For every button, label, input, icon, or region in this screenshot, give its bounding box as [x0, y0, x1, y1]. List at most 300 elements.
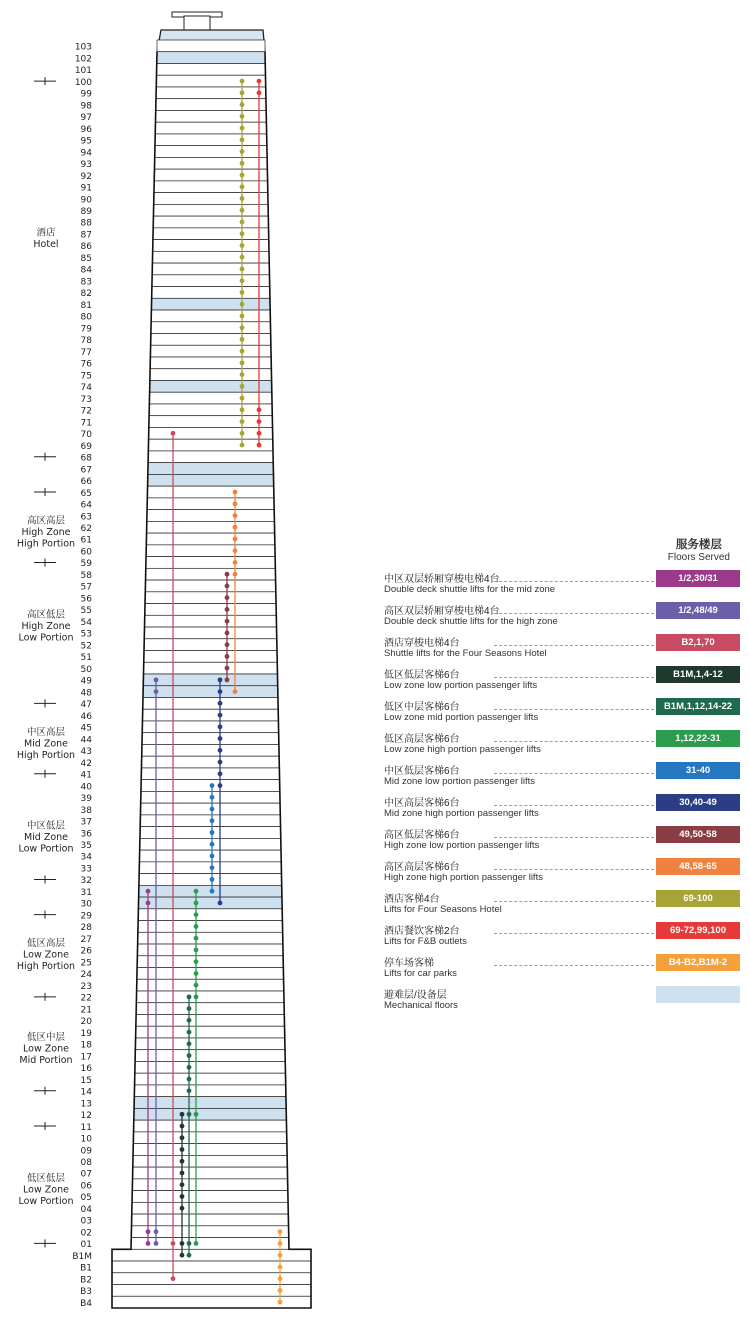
- floor-label: 92: [80, 171, 92, 182]
- lift-stop-low-mid: [187, 1253, 192, 1258]
- floor-label: 75: [80, 371, 92, 382]
- floor-label: 24: [80, 970, 92, 981]
- floor-band-50: [144, 662, 278, 674]
- floor-band-66: [148, 474, 274, 486]
- lift-stop-mid-shuttle: [146, 1229, 151, 1234]
- lift-stop-mid-high: [218, 689, 223, 694]
- floor-band-96: [155, 122, 266, 134]
- floor-band-51: [144, 651, 277, 663]
- lift-stop-low-high: [194, 912, 199, 917]
- lift-stop-mid-low: [210, 795, 215, 800]
- floor-label: 71: [80, 418, 92, 429]
- legend-swatch: 69-100: [656, 890, 740, 907]
- legend-row-high-high: [384, 858, 740, 888]
- legend-label-en: Lifts for F&B outlets: [384, 936, 467, 947]
- zone-label-mid-low: Low Portion: [18, 843, 74, 855]
- lift-stop-low-low: [180, 1253, 185, 1258]
- lift-stop-hotel: [240, 161, 245, 166]
- floor-band-68: [148, 451, 273, 463]
- floor-label: 01: [80, 1240, 92, 1251]
- floor-label: 86: [80, 242, 92, 253]
- lift-stop-hotel: [240, 149, 245, 154]
- floor-label: 40: [80, 782, 92, 793]
- floor-label: 14: [80, 1087, 92, 1098]
- floor-label: 84: [80, 265, 92, 276]
- lift-stop-mid-low: [210, 842, 215, 847]
- lift-stop-low-high: [194, 924, 199, 929]
- lift-stop-high-high: [233, 490, 238, 495]
- lift-stop-low-low: [180, 1241, 185, 1246]
- floor-band-89: [154, 204, 269, 216]
- lift-stop-mid-high: [218, 760, 223, 765]
- floor-label: 26: [80, 946, 92, 957]
- legend-label-en: High zone low portion passenger lifts: [384, 840, 540, 851]
- floor-band-56: [145, 592, 276, 604]
- legend-swatch: 1/2,48/49: [656, 602, 740, 619]
- floor-band-44: [142, 733, 279, 745]
- floor-label: 07: [80, 1169, 92, 1180]
- lift-stop-parking: [278, 1253, 283, 1258]
- floor-label: 34: [80, 852, 92, 863]
- legend-header-cn: 服务楼层: [675, 539, 722, 551]
- legend-label-cn: 高区双层轿厢穿梭电梯4台: [384, 606, 500, 617]
- floor-label: 52: [80, 641, 92, 652]
- floor-band-82: [152, 287, 270, 299]
- legend-row-hotel: [384, 890, 740, 920]
- legend-dash: [494, 581, 654, 582]
- lift-stop-hotel: [240, 384, 245, 389]
- floor-label: 16: [80, 1064, 92, 1075]
- lift-stop-low-mid: [187, 1241, 192, 1246]
- floor-label: 77: [80, 347, 92, 358]
- lift-stop-mid-low: [210, 830, 215, 835]
- floor-label: 28: [80, 923, 92, 934]
- floor-band-25: [137, 956, 283, 968]
- lift-stop-high-high: [233, 572, 238, 577]
- floor-label: 38: [80, 805, 92, 816]
- floor-label: 99: [80, 89, 92, 100]
- lift-stop-hotel: [240, 102, 245, 107]
- legend-swatch: B1M,1,4-12: [656, 666, 740, 683]
- legend-label-cn: 低区低层客梯6台: [384, 670, 460, 681]
- lift-stop-low-low: [180, 1182, 185, 1187]
- legend-swatch: 69-72,99,100: [656, 922, 740, 939]
- legend-label-en: Lifts for Four Seasons Hotel: [384, 904, 502, 915]
- lift-stop-mid-high: [218, 748, 223, 753]
- legend-dash: [494, 709, 654, 710]
- floor-label: 22: [80, 993, 92, 1004]
- floor-band-42: [142, 756, 280, 768]
- floor-label: 96: [80, 124, 92, 135]
- legend-dash: [494, 677, 654, 678]
- legend-swatch: B4-B2,B1M-2: [656, 954, 740, 971]
- legend-swatch: 30,40-49: [656, 794, 740, 811]
- lift-stop-high-low: [225, 654, 230, 659]
- floor-band-95: [155, 134, 267, 146]
- lift-stop-low-mid: [187, 1041, 192, 1046]
- floor-band-57: [145, 580, 275, 592]
- legend-label-cn: 酒店餐饮客梯2台: [384, 926, 460, 937]
- floor-label: 50: [80, 664, 92, 675]
- floor-label: 25: [80, 958, 92, 969]
- lift-stop-parking: [278, 1265, 283, 1270]
- floor-band-17: [135, 1050, 285, 1062]
- floor-label: 81: [80, 300, 92, 311]
- legend-row-low-high: [384, 730, 740, 760]
- floor-label: 102: [74, 54, 92, 65]
- zone-label-low-low: Low Portion: [18, 1195, 74, 1207]
- legend-label-en: Low zone low portion passenger lifts: [384, 680, 538, 691]
- floor-band-80: [151, 310, 270, 322]
- floor-band-101: [157, 63, 266, 75]
- floor-band-47: [143, 697, 278, 709]
- floor-band-72: [149, 404, 272, 416]
- floor-label: 80: [80, 312, 92, 323]
- floor-band-78: [151, 334, 271, 346]
- floor-band-48: [143, 686, 278, 698]
- zone-label-low-mid: Mid Portion: [19, 1055, 73, 1067]
- lift-stop-hotel: [240, 255, 245, 260]
- lift-stop-fnb: [257, 79, 262, 84]
- floor-label: 03: [80, 1216, 92, 1227]
- floor-label: 08: [80, 1157, 92, 1168]
- lift-stop-mid-high: [218, 901, 223, 906]
- lift-stop-high-low: [225, 677, 230, 682]
- legend-label-en: Double deck shuttle lifts for the mid zone: [384, 584, 556, 595]
- floor-label: 41: [80, 770, 92, 781]
- lift-stop-mid-shuttle: [146, 901, 151, 906]
- legend-label-cn: 中区低层客梯6台: [384, 766, 460, 777]
- floor-band-43: [142, 744, 279, 756]
- legend-label-cn: 低区高层客梯6台: [384, 734, 460, 745]
- legend-swatch: 1/2,30/31: [656, 570, 740, 587]
- floor-label: 79: [80, 324, 92, 335]
- lift-stop-hotel: [240, 372, 245, 377]
- lift-stop-hotel: [240, 173, 245, 178]
- zone-label-mid-low: Mid Zone: [23, 832, 69, 844]
- lift-stop-low-low: [180, 1112, 185, 1117]
- zone-label-low-high: 低区高层: [26, 938, 66, 950]
- floor-band-74: [150, 380, 272, 392]
- floor-band-13: [134, 1097, 286, 1109]
- floor-label: 29: [80, 911, 92, 922]
- floor-band-93: [155, 157, 268, 169]
- zone-label-high-low: High Zone: [21, 620, 71, 632]
- floor-band-60: [146, 545, 275, 557]
- lift-stop-hotel: [240, 137, 245, 142]
- floor-band-70: [149, 427, 273, 439]
- legend-label-en: High zone high portion passenger lifts: [384, 872, 543, 883]
- floor-label: 37: [80, 817, 92, 828]
- floor-label: 04: [80, 1204, 92, 1215]
- lift-stop-low-mid: [187, 1018, 192, 1023]
- floor-label: 48: [80, 688, 92, 699]
- floor-label: 33: [80, 864, 92, 875]
- floor-band-28: [138, 921, 282, 933]
- lift-stop-hotel: [240, 126, 245, 131]
- floor-label: B4: [80, 1298, 92, 1309]
- legend-header: [668, 536, 730, 563]
- lift-stop-mid-low: [210, 854, 215, 859]
- lift-stop-parking: [278, 1300, 283, 1305]
- lift-stop-hotel: [240, 90, 245, 95]
- floor-band-100: [156, 75, 265, 87]
- floor-label: 87: [80, 230, 92, 241]
- floor-band-103: [157, 40, 265, 52]
- lift-stop-mid-high: [218, 677, 223, 682]
- lift-stop-high-low: [225, 642, 230, 647]
- lift-stop-mid-low: [210, 807, 215, 812]
- floor-label: 20: [80, 1017, 92, 1028]
- legend-swatch: B2,1,70: [656, 634, 740, 651]
- floor-band-97: [156, 110, 267, 122]
- floor-label: 69: [80, 441, 92, 452]
- legend-row-mechanical: [384, 986, 740, 1016]
- lift-stop-low-low: [180, 1135, 185, 1140]
- floor-band-30: [139, 897, 282, 909]
- floor-band-90: [154, 193, 268, 205]
- lift-stop-mid-high: [218, 724, 223, 729]
- floor-band-55: [145, 604, 276, 616]
- floor-label: 89: [80, 206, 92, 217]
- lift-stop-mid-high: [218, 736, 223, 741]
- legend-swatch: [656, 986, 740, 1003]
- floor-band-79: [151, 322, 270, 334]
- lift-stop-fnb: [257, 407, 262, 412]
- lift-stop-high-shuttle: [154, 1241, 159, 1246]
- zone-label-low-low: 低区低层: [26, 1172, 66, 1184]
- floor-band-63: [147, 510, 274, 522]
- floor-band-76: [150, 357, 271, 369]
- floor-band-94: [155, 146, 267, 158]
- floor-band-58: [146, 568, 276, 580]
- lift-stop-fnb: [257, 419, 262, 424]
- lift-stop-low-low: [180, 1171, 185, 1176]
- legend-label-cn: 酒店客梯4台: [384, 894, 440, 905]
- floor-label: B1: [80, 1263, 92, 1274]
- floor-band-24: [137, 968, 283, 980]
- lift-stop-low-mid: [187, 1053, 192, 1058]
- legend-row-high-low: [384, 826, 740, 856]
- lift-stop-low-high: [194, 983, 199, 988]
- floor-band-99: [156, 87, 266, 99]
- lift-stop-hotel: [240, 196, 245, 201]
- floor-band-45: [142, 721, 278, 733]
- floor-band-18: [136, 1038, 285, 1050]
- floor-label: 65: [80, 488, 92, 499]
- lift-stop-high-shuttle: [154, 1229, 159, 1234]
- lift-stop-high-shuttle: [154, 677, 159, 682]
- floor-label: 35: [80, 840, 92, 851]
- lift-stop-high-high: [233, 689, 238, 694]
- floor-label: 13: [80, 1099, 92, 1110]
- lift-stop-high-low: [225, 572, 230, 577]
- floor-label: 72: [80, 406, 92, 417]
- legend-swatch: 48,58-65: [656, 858, 740, 875]
- zone-label-mid-high: High Portion: [16, 749, 76, 761]
- lift-stop-hotel: [240, 325, 245, 330]
- floor-band-86: [153, 240, 269, 252]
- floor-band-65: [147, 486, 273, 498]
- floor-band-88: [153, 216, 268, 228]
- zone-label-low-high: Low Zone: [23, 949, 69, 961]
- zone-label-high-low: Low Portion: [18, 632, 74, 644]
- legend-row-low-mid: [384, 698, 740, 728]
- legend-dash: [494, 965, 654, 966]
- lift-stop-fnb: [257, 90, 262, 95]
- lift-stop-hotel: [240, 407, 245, 412]
- lift-stop-high-low: [225, 595, 230, 600]
- floor-label: 12: [80, 1111, 92, 1122]
- floor-band-87: [153, 228, 269, 240]
- floor-label: 82: [80, 289, 92, 300]
- lift-stop-mid-low: [210, 865, 215, 870]
- floor-label: 98: [80, 101, 92, 112]
- zone-label-low-high: High Portion: [16, 961, 76, 973]
- legend: [384, 536, 744, 1016]
- lift-stop-hotel: [240, 419, 245, 424]
- floor-band-29: [138, 909, 282, 921]
- lift-stop-mid-high: [218, 783, 223, 788]
- floor-label: 57: [80, 582, 92, 593]
- lift-stop-high-high: [233, 513, 238, 518]
- floor-label: 97: [80, 113, 92, 124]
- floor-label: 43: [80, 747, 92, 758]
- lift-stop-hotel: [240, 220, 245, 225]
- floor-label: 94: [80, 148, 92, 159]
- lift-stop-low-mid: [187, 1006, 192, 1011]
- floor-label: 45: [80, 723, 92, 734]
- zone-label-mid-high: 中区高层: [26, 726, 66, 738]
- floor-label: 83: [80, 277, 92, 288]
- floor-label: B3: [80, 1287, 92, 1298]
- floor-label: 64: [80, 500, 92, 511]
- floor-label: 10: [80, 1134, 92, 1145]
- floor-band-102: [157, 52, 265, 64]
- zone-label-mid-high: Mid Zone: [23, 738, 69, 750]
- lift-stop-low-high: [194, 994, 199, 999]
- floor-band-91: [154, 181, 268, 193]
- floor-label: 62: [80, 523, 92, 534]
- zone-label-hotel: Hotel: [33, 239, 59, 251]
- legend-label-en: Lifts for car parks: [384, 968, 457, 979]
- floor-band-27: [138, 932, 283, 944]
- lift-stop-low-mid: [187, 1065, 192, 1070]
- floor-label: 30: [80, 899, 92, 910]
- floor-band-62: [147, 521, 275, 533]
- zone-label-low-mid: 低区中层: [26, 1032, 66, 1044]
- floor-label: 88: [80, 218, 92, 229]
- lift-stop-hotel: [240, 349, 245, 354]
- floor-band-21: [136, 1003, 284, 1015]
- floor-label: 56: [80, 594, 92, 605]
- floor-label: 47: [80, 700, 92, 711]
- lift-stop-low-low: [180, 1194, 185, 1199]
- lift-stop-hotel: [240, 396, 245, 401]
- lift-stop-hotel: [240, 314, 245, 319]
- lift-stop-low-low: [180, 1124, 185, 1129]
- lift-stop-low-low: [180, 1206, 185, 1211]
- floor-label: B1M: [72, 1251, 92, 1262]
- lift-stop-hotel: [240, 290, 245, 295]
- floor-band-54: [145, 615, 277, 627]
- zone-label-high-high: High Zone: [21, 526, 71, 538]
- legend-label-en: Mechanical floors: [384, 1000, 458, 1011]
- lift-stop-low-high: [194, 901, 199, 906]
- lift-stop-high-high: [233, 560, 238, 565]
- lift-stop-high-low: [225, 631, 230, 636]
- floor-band-59: [146, 557, 275, 569]
- floor-label: 70: [80, 430, 92, 441]
- lift-stop-low-mid: [187, 994, 192, 999]
- lift-stop-high-high: [233, 525, 238, 530]
- floor-label: 90: [80, 195, 92, 206]
- lift-stop-low-high: [194, 959, 199, 964]
- legend-dash: [494, 901, 654, 902]
- lift-stop-low-mid: [187, 1077, 192, 1082]
- floor-band-61: [146, 533, 274, 545]
- floor-label: 66: [80, 477, 92, 488]
- lift-stop-hotel: [240, 443, 245, 448]
- floor-band-22: [137, 991, 284, 1003]
- floor-label: 76: [80, 359, 92, 370]
- lift-stop-mid-high: [218, 701, 223, 706]
- lift-stop-hotel: [240, 278, 245, 283]
- floor-band-52: [144, 639, 277, 651]
- floor-label: 61: [80, 535, 92, 546]
- lift-stop-hotel: [240, 114, 245, 119]
- floor-band-84: [152, 263, 269, 275]
- legend-swatch: B1M,1,12,14-22: [656, 698, 740, 715]
- zone-label-high-high: High Portion: [16, 538, 76, 550]
- legend-label-cn: 酒店穿梭电梯4台: [384, 638, 460, 649]
- floor-label: 23: [80, 981, 92, 992]
- floor-label: 06: [80, 1181, 92, 1192]
- floor-label: 44: [80, 735, 92, 746]
- legend-row-parking: [384, 954, 740, 984]
- floor-band-16: [135, 1061, 285, 1073]
- lift-stop-mid-high: [218, 713, 223, 718]
- floor-band-14: [134, 1085, 285, 1097]
- lift-stop-hotel: [240, 302, 245, 307]
- legend-row-fnb: [384, 922, 740, 952]
- floor-label: 51: [80, 653, 92, 664]
- floor-band-64: [147, 498, 274, 510]
- floor-label: 39: [80, 794, 92, 805]
- lift-stop-low-high: [194, 1241, 199, 1246]
- floor-band-03: [132, 1214, 289, 1226]
- legend-dash: [494, 805, 654, 806]
- lift-stop-low-mid: [187, 1088, 192, 1093]
- floor-label: 101: [74, 66, 92, 77]
- floor-band-20: [136, 1014, 284, 1026]
- lift-stop-hotel: [240, 267, 245, 272]
- legend-dash: [494, 869, 654, 870]
- lift-stop-hotel: [240, 208, 245, 213]
- lift-stop-mid-low: [210, 889, 215, 894]
- legend-label-cn: 高区低层客梯6台: [384, 830, 460, 841]
- floor-label: 09: [80, 1146, 92, 1157]
- floor-label: 55: [80, 606, 92, 617]
- lift-stop-parking: [278, 1241, 283, 1246]
- legend-row-mid-low: [384, 762, 740, 792]
- floor-label: 53: [80, 629, 92, 640]
- lift-stop-hotel: [240, 231, 245, 236]
- floor-label: 31: [80, 887, 92, 898]
- legend-label-en: Mid zone high portion passenger lifts: [384, 808, 539, 819]
- lift-stop-parking: [278, 1229, 283, 1234]
- lift-stop-low-mid: [187, 1112, 192, 1117]
